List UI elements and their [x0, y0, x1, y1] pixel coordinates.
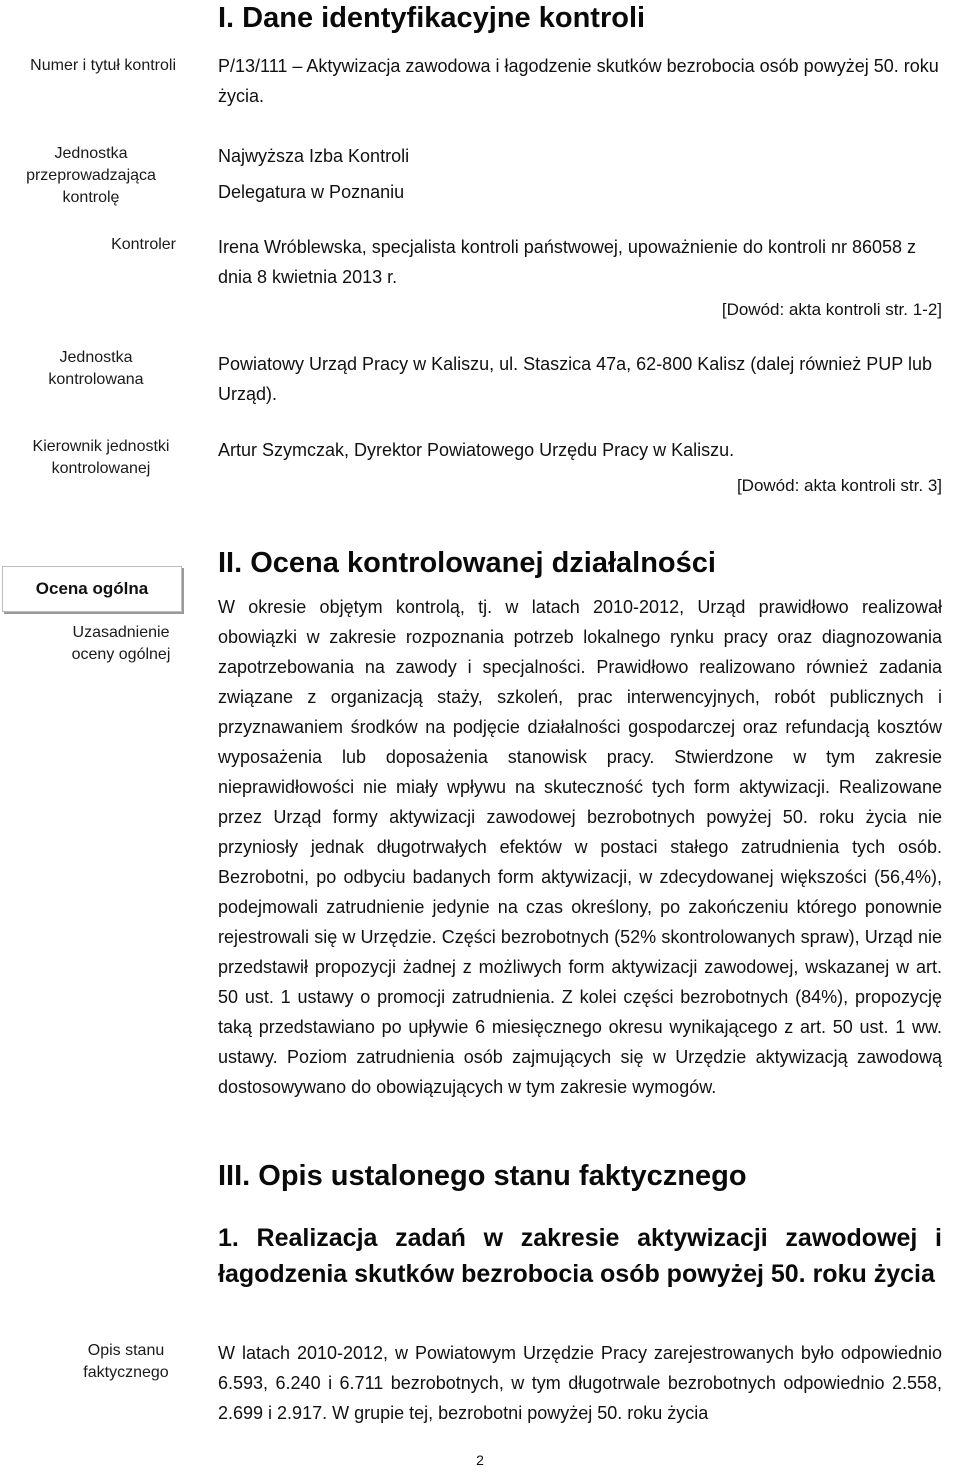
label-jednostka-przeprowadzajaca: Jednostka przeprowadzająca kontrolę [26, 145, 156, 206]
section-3-title: III. Opis ustalonego stanu faktycznego [218, 1160, 747, 1192]
section-1-title: I. Dane identyfikacyjne kontroli [218, 2, 646, 34]
label-numer-kontroli: Numer i tytuł kontroli [30, 57, 176, 74]
stan-faktyczny-paragraph: W latach 2010-2012, w Powiatowym Urzędzie Pracy zarejestrowanych było odpowiednio 6.593, 6.240 i 6.711 bezrobotnych, w tym długotrwale bezrobotnych odpowiednio 2.558, 2.699 i 2.917. W grupie tej, bezrobotni powyżej 50. roku życia [218, 1343, 942, 1423]
evidence-kierownik: [Dowód: akta kontroli str. 3] [736, 476, 942, 495]
jednostka-przeprowadzajaca-line2: Delegatura w Poznaniu [218, 182, 405, 202]
kontroler-text: Irena Wróblewska, specjalista kontroli państwowej, upoważnienie do kontroli nr 86058 z dnia 8 kwietnia 2013 r. [218, 237, 917, 287]
label-jednostka-kontrolowana: Jednostka kontrolowana [48, 349, 144, 388]
page-number: 2 [476, 1452, 484, 1468]
ocena-paragraph: W okresie objętym kontrolą, tj. w latach 2010-2012, Urząd prawidłowo realizował obowiązki w zakresie rozpoznania potrzeb lokalnego rynku pracy oraz diagnozowania zapotrzebowania na zawody i specjalności. Prawidłowo realizowano również zadania związane z organizacją staży, szkoleń, prac interwencyjnych, robót publicznych i przyznawaniem środków na podjęcie działalności gospodarczej oraz refundacją kosztów wyposażenia lub doposażenia stanowisk pracy. Stwierdzone w tym zakresie nieprawidłowości nie miały wpływu na skuteczność tych form aktywizacji. Realizowane przez Urząd formy aktywizacji zawodowej bezrobotnych powyżej 50. roku życia nie przyniosły jednak długotrwałych efektów w postaci stałego zatrudnienia tych osób. Bezrobotni, po odbyciu badanych form aktywizacji, w zdecydowanej większości (56,4%), podejmowali zatrudnienie jedynie na czas określony, po zakończeniu którego ponownie rejestrowali się w Urzędzie. Części bezrobotnych (52% skontrolowanych spraw), Urząd nie przedstawił propozycji żadnej z możliwych form aktywizacji zawodowej, wskazanej w art. 50 ust. 1 ustawy o promocji zatrudnienia. Z kolei części bezrobotnych (84%), propozycję taką przedstawiano po upływie 6 miesięcznego okresu wynikającego z art. 50 ust. 1 ww. ustawy. Poziom zatrudnienia osób zajmujących się w Urzędzie aktywizacją zawodową dostosowywano do obowiązujących w tym zakresie wymogów. [218, 597, 942, 1097]
label-opis-stanu: Opis stanu faktycznego [83, 1342, 169, 1381]
ocena-ogolna-box: Ocena ogólna [2, 566, 182, 612]
section-2-title: II. Ocena kontrolowanej działalności [218, 547, 716, 579]
label-kierownik: Kierownik jednostki kontrolowanej [32, 438, 170, 477]
label-kontroler: Kontroler [111, 236, 176, 253]
label-uzasadnienie: Uzasadnienie oceny ogólnej [71, 624, 171, 663]
jednostka-kontrolowana-text: Powiatowy Urząd Pracy w Kaliszu, ul. Staszica 47a, 62-800 Kalisz (dalej również PUP lub Urząd). [218, 354, 932, 404]
jednostka-przeprowadzajaca-line1: Najwyższa Izba Kontroli [218, 146, 410, 166]
numer-kontroli-text: P/13/111 – Aktywizacja zawodowa i łagodzenie skutków bezrobocia osób powyżej 50. roku życia. [218, 56, 939, 106]
subsection-1-title: 1. Realizacja zadań w zakresie aktywizacji zawodowej i łagodzenia skutków bezrobocia osób powyżej 50. roku życia [218, 1224, 942, 1288]
kierownik-text: Artur Szymczak, Dyrektor Powiatowego Urzędu Pracy w Kaliszu. [218, 440, 735, 460]
evidence-kontroler: [Dowód: akta kontroli str. 1-2] [721, 300, 942, 319]
